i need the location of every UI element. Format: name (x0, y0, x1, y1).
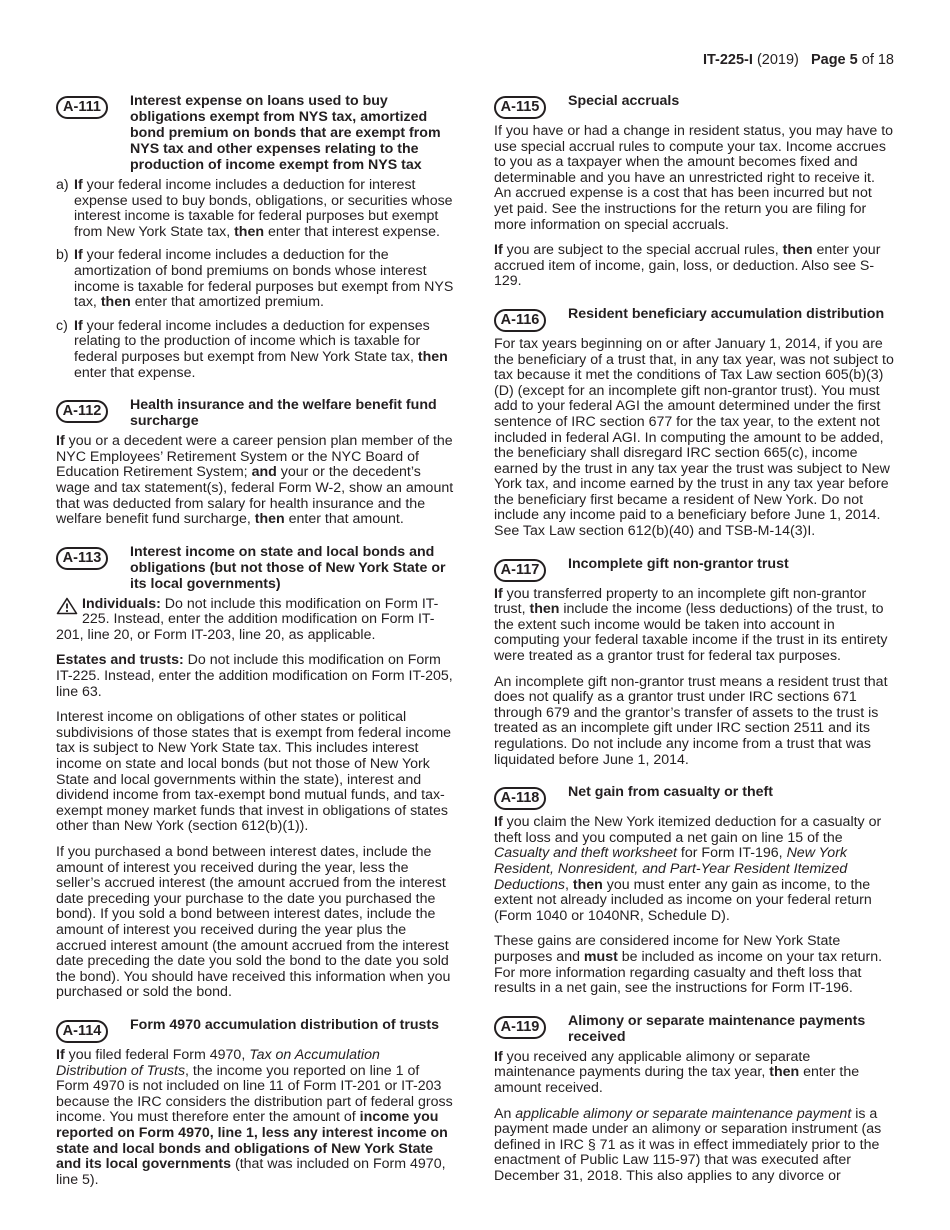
section-badge: A-115 (494, 96, 546, 119)
paragraph: If you received any applicable alimony or separate maintenance payments during the tax year, then enter the amount received. (494, 1048, 860, 1096)
right-column (494, 93, 894, 1200)
section-badge: A-119 (494, 1016, 546, 1039)
left-column (56, 93, 454, 1204)
paragraph: If you purchased a bond between interest dates, include the amount of interest you received during the year, less the seller’s accrued interest (the amount accrued from the interest date preceding your purchase to the date you purchased the bond). If you sold a bond between interest dates, include the amount of interest you received during the year plus the accrued interest amount (the amount accrued from the interest date preceding the date you sold the bond to the date you sold the bond). You should have received this information when you purchased or sold the bond. (56, 844, 451, 1001)
paragraph: Estates and trusts: Do not include this modification on Form IT-225. Instead, enter the addition modification on Form IT-205, line 63. (56, 652, 453, 700)
paragraph: If you claim the New York itemized deduction for a casualty or theft loss and you computed a net gain on line 15 of the Casualty and theft worksheet for Form IT-196, New York Resident, Nonresident, and Part-Year Resident Itemized Deductions, then you must enter any gain as income, to the extent not already included as income on your federal return (Form 1040 or 1040NR, Schedule D). (494, 814, 882, 924)
paragraph: For tax years beginning on or after January 1, 2014, if you are the beneficiary of a trust that, in any tax year, was not subject to tax because it met the conditions of Tax Law section 605(b)(3)(D) (except for an incomplete gift non-grantor trust). You must add to your federal AGI the amount determined under the first sentence of IRC section 677 for the tax year, to the extent not included in federal AGI. In computing the amount to be added, the beneficiary shall disregard IRC section 665(c), income earned by the trust in any tax year the trust was subject to New York tax, and income earned by the trust in any tax year before the beneficiary first became a resident of New York. Do not include any income paid to a beneficiary before June 1, 2014. See Tax Law section 612(b)(40) and TSB-M-14(3)I. (494, 335, 894, 540)
form-year: (2019) (756, 52, 799, 68)
section-title: Alimony or separate maintenance payments received (568, 1012, 866, 1045)
section-a114 (56, 1017, 454, 1188)
section-badge: A-118 (494, 787, 546, 810)
section-a117 (494, 556, 894, 769)
section-badge: A-114 (56, 1020, 108, 1043)
paragraph: Individuals: Do not include this modification on Form IT-225. Instead, enter the addition modification on Form IT-201, line 20, or Form IT-203, line 20, as applicable. (56, 595, 439, 643)
page-number: Page 5 (810, 52, 858, 68)
section-a113 (56, 544, 454, 1001)
section-a112 (56, 397, 454, 528)
page-total: of 18 (861, 52, 894, 68)
paragraph: If you filed federal Form 4970, Tax on Accumulation Distribution of Trusts, the income you reported on line 1 of Form 4970 is not included on line 11 of Form IT-201 or IT-203 because the IRC considers the distribution part of federal gross income. You must therefore enter the amount of income you reported on Form 4970, line 1, less any interest income on state and local bonds and obligations of New York State and its local governments (that was included on Form 4970, line 5). (56, 1046, 453, 1188)
section-a111 (56, 93, 454, 381)
section-a119 (494, 1013, 894, 1185)
section-badge: A-112 (56, 400, 108, 423)
list-item: b) If your federal income includes a deduction for the amortization of bond premiums on bonds whose interest income is taxable for federal purposes but exempt from NYS tax, then enter that amortized premium. (56, 247, 454, 311)
page-header (703, 52, 894, 68)
section-title: Incomplete gift non-grantor trust (568, 555, 789, 572)
paragraph: These gains are considered income for New York State purposes and must be included as income on your tax return. For more information regarding casualty and theft loss that results in a net gain, see the instructions for Form IT-196. (494, 933, 883, 997)
paragraph: If you transferred property to an incomplete gift non-grantor trust, then include the income (less deductions) of the trust, to the extent such income would be taken into account in computing your federal taxable income if the trust in its entirety were treated as a grantor trust for federal tax purposes. (494, 585, 888, 665)
section-title: Health insurance and the welfare benefit fund surcharge (130, 397, 437, 430)
form-number: IT-225-I (702, 52, 753, 68)
paragraph: If you or a decedent were a career pension plan member of the NYC Employees’ Retirement System or the NYC Board of Education Retirement System; and your or the decedent’s wage and tax statement(s), federal Form W-2, show an amount that was deducted from salary for health insurance and the welfare benefit fund surcharge, then enter that amount. (56, 433, 454, 528)
paragraph: Interest income on obligations of other states or political subdivisions of those states that is exempt from federal income tax is subject to New York State tax. This includes interest income on state and local bonds (but not those of New York State and local governments within the state), interest and dividend income from tax-exempt bond mutual funds, and tax-exempt money market funds that invest in obligations of states other than New York (section 612(b)(1)). (56, 709, 452, 835)
section-a118 (494, 784, 894, 997)
section-badge: A-116 (494, 309, 546, 332)
paragraph: If you have or had a change in resident status, you may have to use special accrual rules to compute your tax. Income accrues to you as a taxpayer when the amount becomes fixed and determinable and you have an unrestricted right to receive it. An accrued expense is a cost that has been incurred but not yet paid. See the instructions for the return you are filing for more information on special accruals. (494, 123, 894, 233)
section-a116 (494, 306, 894, 540)
paragraph: An applicable alimony or separate maintenance payment is a payment made under an alimony or separation instrument (as defined in IRC § 71 as it was in effect immediately prior to the enactment of Public Law 115-97) that was executed after December 31, 2018. This also applies to any divorce or (494, 1105, 882, 1184)
section-title: Net gain from casualty or theft (568, 784, 773, 801)
paragraph: If you are subject to the special accrual rules, then enter your accrued item of income, gain, loss, or deduction. Also see S-129. (494, 242, 881, 290)
section-badge: A-111 (56, 96, 108, 119)
section-badge: A-117 (494, 559, 546, 582)
section-title: Form 4970 accumulation distribution of trusts (130, 1016, 440, 1033)
section-title: Special accruals (568, 93, 680, 109)
section-title: Resident beneficiary accumulation distribution (568, 305, 885, 322)
section-a115 (494, 93, 894, 290)
section-title: Interest income on state and local bonds and obligations (but not those of New York State or its local governments) (130, 543, 446, 592)
section-title: Interest expense on loans used to buy obligations exempt from NYS tax, amortized bond premium on bonds that are exempt from NYS tax and other expenses relating to the production of income exempt from NYS tax (130, 93, 441, 173)
list-item: c) If your federal income includes a deduction for expenses relating to the production of income which is taxable for federal purposes but exempt from New York State tax, then enter that expense. (56, 317, 448, 381)
list-item: a) If your federal income includes a deduction for interest expense used to buy bonds, obligations, or securities whose interest income is taxable for federal purposes but exempt from New York State tax, then enter that interest expense. (56, 177, 453, 240)
warning-icon (56, 597, 78, 615)
section-badge: A-113 (56, 547, 108, 570)
paragraph: An incomplete gift non-grantor trust means a resident trust that does not qualify as a grantor trust under IRC sections 671 through 679 and the grantor’s transfer of assets to the trust is treated as an incomplete gift under IRC section 2511 and its regulations. Do not include any income from a trust that was liquidated before June 1, 2014. (494, 673, 888, 768)
